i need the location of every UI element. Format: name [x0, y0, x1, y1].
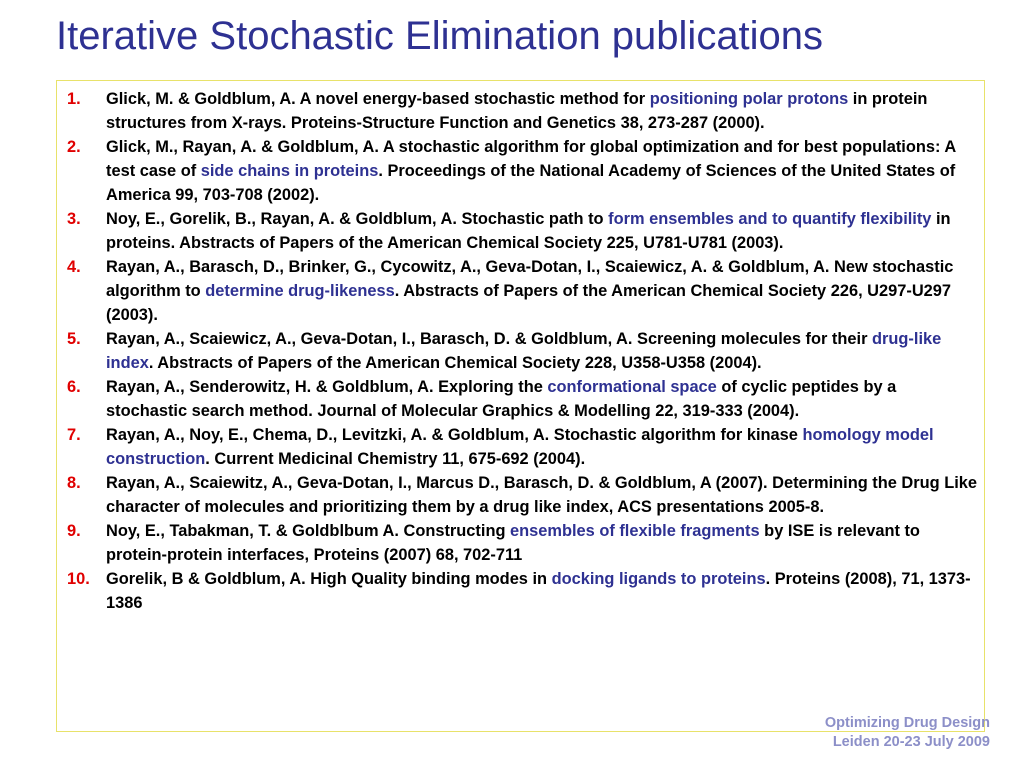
reference-highlight: positioning polar protons [649, 90, 849, 108]
reference-item [67, 423, 978, 471]
reference-text [106, 327, 978, 375]
reference-highlight: form ensembles and to quantify flexibility [608, 210, 932, 228]
reference-segment: Rayan, A., Senderowitz, H. & Goldblum, A. Exploring the [106, 378, 548, 396]
reference-segment: Glick, M. & Goldblum, A. A novel energy-based stochastic method for [106, 90, 650, 108]
reference-segment: . Proceedings of the National Academy of Sciences of the United States of America 99, 703-708 (2002). [106, 162, 956, 204]
reference-text [106, 207, 978, 255]
reference-text [106, 375, 978, 423]
reference-segment: Noy, E., Gorelik, B., Rayan, A. & Goldblum, A. Stochastic path to [106, 210, 609, 228]
reference-highlight: conformational space [547, 378, 717, 396]
reference-text [106, 567, 978, 615]
reference-item [67, 567, 978, 615]
reference-segment: Noy, E., Tabakman, T. & Goldblbum A. Constructing [106, 522, 511, 540]
reference-item [67, 87, 978, 135]
reference-highlight: ensembles of flexible fragments [510, 522, 760, 540]
references-box [56, 80, 985, 732]
reference-segment: in proteins. Abstracts of Papers of the American Chemical Society 225, U781-U781 (2003). [106, 210, 951, 252]
reference-item [67, 255, 978, 327]
reference-segment: of cyclic peptides by a stochastic search method. Journal of Molecular Graphics & Modelling 22, 319-333 (2004). [106, 378, 897, 420]
reference-segment: . Proteins (2008), 71, 1373-1386 [106, 570, 971, 612]
reference-text [106, 423, 978, 471]
reference-segment: . Abstracts of Papers of the American Chemical Society 226, U297-U297 (2003). [106, 282, 952, 324]
reference-number: 3. [67, 210, 81, 228]
reference-segment: by ISE is relevant to protein-protein interfaces, Proteins (2007) 68, 702-711 [106, 522, 920, 564]
reference-number: 8. [67, 474, 81, 492]
reference-highlight: drug-like index [106, 330, 942, 372]
reference-highlight: side chains in proteins [200, 162, 379, 180]
footer-event-title: Optimizing Drug Design [824, 715, 990, 731]
reference-number: 1. [67, 90, 81, 108]
slide-title: Iterative Stochastic Elimination publications [56, 14, 824, 58]
reference-text [106, 135, 978, 207]
reference-item [67, 207, 978, 255]
reference-item [67, 327, 978, 375]
reference-text [106, 519, 978, 567]
reference-number: 10. [67, 570, 90, 588]
reference-number: 5. [67, 330, 81, 348]
reference-segment: in protein structures from X-rays. Proteins-Structure Function and Genetics 38, 273-287 (2000). [106, 90, 928, 132]
reference-text [106, 255, 978, 327]
reference-segment: Rayan, A., Scaiewicz, A., Geva-Dotan, I., Barasch, D. & Goldblum, A. Screening molecules for their [106, 330, 873, 348]
reference-item [67, 471, 978, 519]
reference-segment: Rayan, A., Noy, E., Chema, D., Levitzki, A. & Goldblum, A. Stochastic algorithm for kinase [106, 426, 803, 444]
reference-number: 7. [67, 426, 81, 444]
reference-number: 4. [67, 258, 81, 276]
reference-text [106, 87, 978, 135]
reference-text [106, 471, 978, 519]
reference-number: 9. [67, 522, 81, 540]
reference-item [67, 375, 978, 423]
footer-event-date: Leiden 20-23 July 2009 [832, 734, 990, 750]
reference-item [67, 135, 978, 207]
footer [825, 714, 990, 752]
reference-segment: Rayan, A., Barasch, D., Brinker, G., Cycowitz, A., Geva-Dotan, I., Scaiewicz, A. & Goldblum, A. New stochastic algorithm to [106, 258, 954, 300]
reference-item [67, 519, 978, 567]
reference-segment: . Abstracts of Papers of the American Chemical Society 228, U358-U358 (2004). [148, 354, 762, 372]
reference-number: 2. [67, 138, 81, 156]
reference-highlight: docking ligands to proteins [551, 570, 766, 588]
reference-highlight: determine drug-likeness [205, 282, 395, 300]
reference-highlight: homology model construction [106, 426, 934, 468]
reference-segment: Glick, M., Rayan, A. & Goldblum, A. A stochastic algorithm for global optimization and for best populations: A test case of [106, 138, 956, 180]
reference-segment: . Current Medicinal Chemistry 11, 675-692 (2004). [205, 450, 586, 468]
reference-number: 6. [67, 378, 81, 396]
reference-segment: Gorelik, B & Goldblum, A. High Quality binding modes in [106, 570, 552, 588]
references-list [67, 87, 978, 615]
reference-segment: Rayan, A., Scaiewitz, A., Geva-Dotan, I., Marcus D., Barasch, D. & Goldblum, A (2007). Determining the Drug Like character of molecules and prioritizing them by a drug like index, ACS presentations 2005-8. [106, 474, 978, 516]
